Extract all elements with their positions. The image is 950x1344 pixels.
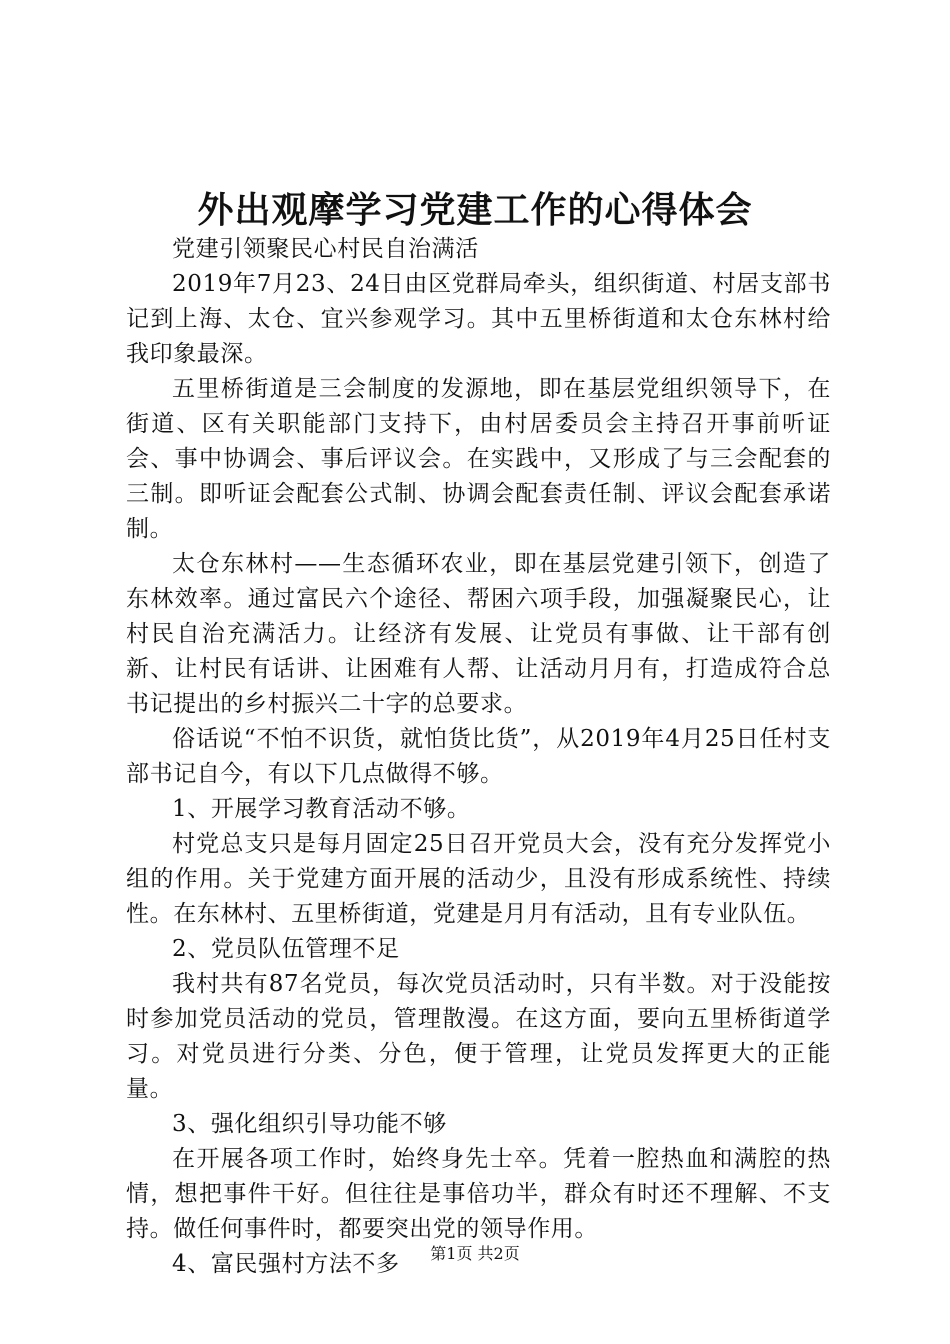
paragraph: 俗话说“不怕不识货，就怕货比货”，从2019年4月25日任村支部书记自今，有以下几点做得不够。	[126, 726, 831, 787]
section-heading: 2、党员队伍管理不足	[172, 936, 400, 962]
document-title: 外出观摩学习党建工作的心得体会	[197, 189, 753, 231]
section-heading: 1、开展学习教育活动不够。	[172, 796, 471, 822]
page-footer: 第1页 共2页	[430, 1244, 520, 1263]
paragraph: 我村共有87名党员，每次党员活动时，只有半数。对于没能按时参加党员活动的党员，管理散漫。在这方面，要向五里桥街道学习。对党员进行分类、分色，便于管理，让党员发挥更大的正能量。	[126, 971, 831, 1102]
paragraph: 村党总支只是每月固定25日召开党员大会，没有充分发挥党小组的作用。关于党建方面开展的活动少，且没有形成系统性、持续性。在东林村、五里桥街道，党建是月月有活动，且有专业队伍。	[126, 831, 831, 927]
paragraph: 五里桥街道是三会制度的发源地，即在基层党组织领导下，在街道、区有关职能部门支持下，由村居委员会主持召开事前听证会、事中协调会、事后评议会。在实践中，又形成了与三会配套的三制。即听证会配套公式制、协调会配套责任制、评议会配套承诺制。	[126, 376, 831, 542]
section-heading: 3、强化组织引导功能不够	[172, 1111, 447, 1137]
paragraph: 2019年7月23、24日由区党群局牵头，组织街道、村居支部书记到上海、太仓、宜兴参观学习。其中五里桥街道和太仓东林村给我印象最深。	[126, 271, 831, 367]
section-heading: 4、富民强村方法不多	[172, 1251, 400, 1277]
paragraph: 太仓东林村——生态循环农业，即在基层党建引领下，创造了东林效率。通过富民六个途径、帮困六项手段，加强凝聚民心，让村民自治充满活力。让经济有发展、让党员有事做、让干部有创新、让村民有话讲、让困难有人帮、让活动月月有，打造成符合总书记提出的乡村振兴二十字的总要求。	[126, 551, 831, 717]
paragraph: 在开展各项工作时，始终身先士卒。凭着一腔热血和满腔的热情，想把事件干好。但往往是事倍功半，群众有时还不理解、不支持。做任何事件时，都要突出党的领导作用。	[126, 1146, 831, 1242]
document-body	[126, 232, 831, 1282]
paragraph-subtitle: 党建引领聚民心村民自治满活	[172, 236, 479, 262]
